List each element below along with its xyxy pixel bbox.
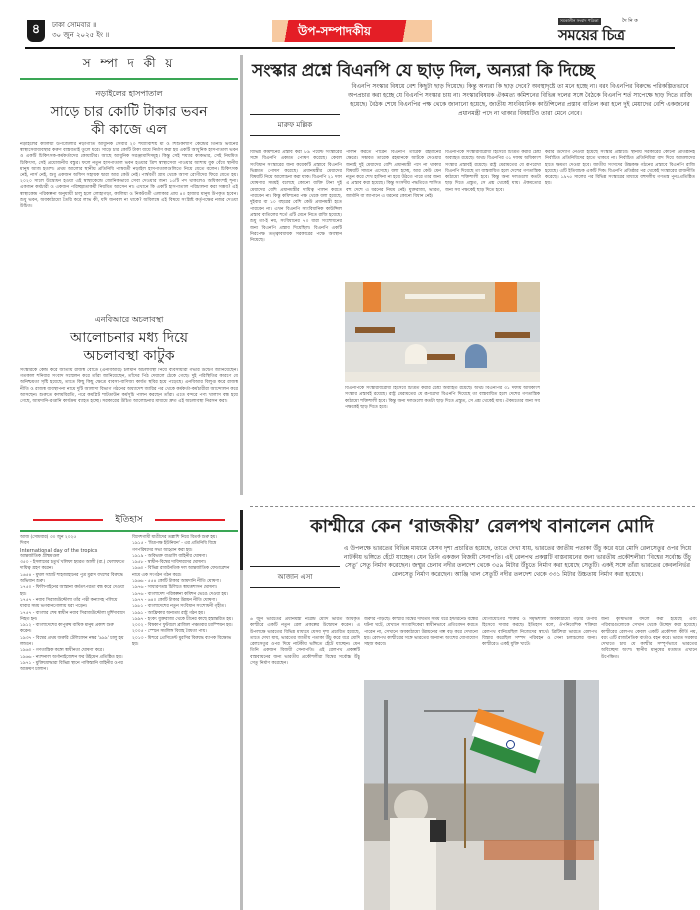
history-columns <box>20 535 238 674</box>
article-headline: সংস্কার প্রশ্নে বিএনপি যে ছাড় দিল, অন্যরা কি দিচ্ছে <box>252 61 595 81</box>
history-entry: ১৯৭৬ - বাংলাদেশ পরিকল্পনা কমিশন ভেঙে দেওয়া হয়। <box>132 591 228 597</box>
article-column: করার উদ্যোগ নেওয়া হয়েছে সংস্কার প্রস্তাবে। স্থানীয় সরকারের কোনো প্রতিষ্ঠানই নির্বাচিত প্রতিনিধিদের হাতে থাকবে না। নির্বাচিত প্রতিনিধিরা বাদ দিয়ে আমলাদের হাতে ক্ষমতা দেওয়া হবে। জাতীয় সংসদের উচ্চকক্ষ গঠনের প্রস্তাবে বিএনপি রাজি হয়েছে। এটি ইতিবাচক একটি দিক। বিএনপি প্রতিষ্ঠার পর থেকেই সংস্কারের রাজনীতি করেছে। ১৯৭৫ সালের পর বিভিন্ন সংস্কারের মাধ্যমে বহুদলীয় গণতন্ত্র পুনঃপ্রতিষ্ঠিত হয়। <box>545 150 695 187</box>
date-block <box>52 20 109 40</box>
history-entry: ২০০২ - বিশ্বকাপ ফুটবলে ব্রাজিল পঞ্চমবার চ্যাম্পিয়ন হয়। <box>132 623 233 629</box>
article-headline: কাশ্মীরে কেন ‘রাজকীয়’ রেলপথ বানালেন মোদি <box>310 516 654 537</box>
author-byline: মারুফ মল্লিক <box>250 114 340 136</box>
history-entry: আজ (সোমবার) ৩০ জুন ২০২৫ <box>20 535 77 540</box>
headline-line-2: কী কাজে এল <box>91 122 167 138</box>
article-kicker: এনবিআরে অচলাবস্থা <box>94 315 164 324</box>
logo-prefix: দৈ নি ক <box>622 18 638 24</box>
column-divider <box>240 55 243 495</box>
page-number: ৪ <box>27 20 45 42</box>
history-entry: ২০০৫ - স্পেনে সমলিঙ্গ বিবাহ বৈধতা পায়। <box>132 629 207 635</box>
history-entry: International day of the tropics <box>20 547 98 554</box>
history-header <box>20 512 238 527</box>
history-entry: ১৯১৫ - 'মিত্রপক্ষ ইউনিয়ন' - এর প্রতিনিধি বিশ্বে গণপরিষদের সভা আহ্বান করা হয়। <box>132 541 217 553</box>
article-intro: এ উপলক্ষে ভারতের বিভিন্ন মাধ্যমে যেসব দৃশ্য প্রচারিত হয়েছে, তাতে দেখা যায়, ভারতের জাতীয় পতাকা উঁচু করে ধরে মোদি রেলসেতুর ওপর দিয়ে নাটকীয় ভঙ্গিতে হেঁটে যাচ্ছেন। যেন তিনি একজন বিজয়ী সেনাপতি। এই রেলপথ প্রকল্পটি বাস্তবায়নের জন্য ভারতীয় প্রকৌশলীরা ‘বিশ্বের সর্বোচ্চ উঁচু সেতু’ সেতু নির্মাণ করেছেন। জম্মুর চেনাব নদীর তলদেশ থেকে ৩৫৯ মিটার উঁচুতে নির্মাণ করা হয়েছে সেতুটি। একই সঙ্গে তাঁরা ভারতের কেবলনির্ভর রেলসেতু নির্মাণ করেছেন। আঞ্জি খাল সেতুটি নদীর তলদেশ থেকে ৩৩১ মিটার উচ্চতায় নির্মাণ করা হয়েছে। <box>343 545 692 578</box>
article-separator <box>250 506 695 507</box>
headline-line-1: সাড়ে চার কোটি টাকার ভবন <box>50 104 208 120</box>
date-line-1: ঢাকা সোমবার ॥ <box>52 21 97 29</box>
article-intro: বিএনপি সংস্কার বিষয়ে বেশ কিছুটা ছাড় দিয়েছে। কিন্তু অন্যরা কি ছাড় দেবে? অবস্থাদৃষ্টে তা মনে হচ্ছে না। বরং বিএনপির বিরুদ্ধে পরিকল্পিতভাবে অপপ্রচার করা হচ্ছে যে বিএনপি সংস্কার চায় না। সংস্কারবিষয়ক ঐকমত্য কমিশনের বিভিন্ন দলের সঙ্গে বৈঠকে বিএনপি শর্ত সাপেক্ষে ছাড় দিতে রাজি হয়েছে। বৈঠক শেষে বিএনপির পক্ষ থেকে জানানো হয়েছে, জাতীয় সাংবিধানিক কাউন্সিলের প্রস্তাব বাতিল করা হলে দুই মেয়াদের বেশি একজনের প্রধানমন্ত্রী পদে না থাকার বিষয়টিও তারা মেনে নেবে। <box>347 83 693 117</box>
article-body: নড়াইলের কালিয়া উপজেলার নড়াগাতি আধুনিক সেবার ২০ শয্যাবিশিষ্ট মা ও শিশুকল্যাণ কেন্দ্রের তিনটি ভবনের স্বাস্থ্যসেবাব্যবস্থার করুণ বাস্তবতাই তুলে ধরে। সাড়ে চার কোটি টাকা ব্যয়ে নির্মাণ করা হয় একটি আধুনিক হাসপাতাল ভবন ও একটি চিকিৎসক-কর্মকর্তাদের কোয়ার্টার। আছে আধুনিক সরঞ্জামাদিসমূহ। কিন্তু সেই শয্যার কাকভার, সেই নিয়মিত চিকিৎসা, সেই প্রয়োজনীয় বস্তুর। ফলে নতুন হাসপাতাল ভবন হওয়ার ত্রিশ স্বাস্থ্যসেবা পাওয়ার আশায় বুক বেঁধে স্থানীয় মানুষ আজ হতাশ। প্রথম আলোর স্থানীয় প্রতিনিধি পাশ্ববর্তী নড়াইল হাসপাতালগুলিতে নিয়ে যেতে বলেন। চিকিৎসক নেই, নার্স নেই, শুধু একজন অফিস সহায়ক দ্বারা আর কেউ নেই। পার্শ্ববর্তী গ্রাম থেকে আসা রোগীদের ফিরে যেতে হয়। ২০২০ সালে উদ্বোধন হওয়া এই স্বাস্থ্যকেন্দ্রে জোনিকভাবে সেবা দেওয়ার জন্য ১৫টি পদ থাকলেও অধিকাংশই শূন্য। একজন কর্মচারী ও একজন পরিচ্ছন্নতাকর্মী নিয়মিত আসেন না। এখানে কি একটি হাসপাতাল পরিচালনা করা সম্ভব? এই স্বাস্থ্যকেন্দ্র পরিকল্পনা অনুযায়ী চালু হলে লোহাগড়া, কালিয়া ও নিকটবর্তী এলাকার প্রায় ৪০ হাজার মানুষ উপকৃত হবেন। শুধু ভবন, অবকাঠামো তৈরি করে লাভ কী, যদি জনবল না থাকে? অবিলম্বে এই বিষয়ে সংশ্লিষ্ট কর্তৃপক্ষের নজর দেওয়া উচিত। <box>20 142 238 210</box>
article-body: সংস্কারকে কেন্দ্র করে জাতীয় রাজস্ব বোর্ডে (এনবিআর) চলমান অচলাবস্থা নিয়ে ব্যবসায়ীরা গভীর উদ্বেগ জানিয়েছেন। গতকাল শনিবার সংবাদ সম্মেলন করে তাঁরা জানিয়েছেন, তাঁদের পিঠ দেয়ালে ঠেকে গেছে। দুই পরিস্থিতির কারণে যে অনিশ্চয়তা সৃষ্টি হয়েছে, তাতে কিছু কিছু ক্ষেত্রে ব্যবসা-বাণিজ্য কার্যত স্থবির হয়ে পড়েছে। এনবিআর বিলুপ্ত করে রাজস্ব নীতি ও রাজস্ব ব্যবস্থাপনা নামে দুটি আলাদা বিভাগ গঠনের অধ্যাদেশ জারির পর থেকে কর্মকর্তা-কর্মচারীরা আন্দোলন করে আসছেন। শুরুতে কলমবিরতি, পরে কমপ্লিট শাটডাউন কর্মসূচি পালন করছেন তাঁরা। এতে বন্দরে পণ্য খালাস বন্ধ হয়ে গেছে, আমদানি-রপ্তানি কার্যক্রম ব্যাহত হচ্ছে। সরকারের উচিত আলোচনার মাধ্যমে দ্রুত এই অচলাবস্থা নিরসন করা। <box>20 368 238 405</box>
history-entry: ১৭৫৭ - নবাব সিরাজউদ্দৌলা তাঁর পত্নী কন্যাসহ পলিয়ে যাবার সময় ভগবানগোলায় ধরা পড়েন। <box>20 597 118 610</box>
editorial-section-title: স ম্পা দ কী য় <box>20 55 238 80</box>
column-divider <box>240 510 243 910</box>
author-byline: আজান এসা <box>250 566 340 588</box>
date-line-2: ৩০ জুন ২০২৫ ইং ॥ <box>52 31 110 39</box>
meeting-hall-photo <box>345 282 540 382</box>
history-section <box>20 512 238 674</box>
editorial-column <box>20 55 238 674</box>
history-entry: ১৯৩৭ - বিশ্বের প্রথম জরুরি টেলিফোন নম্বর '৯৯৯' চালু হয় লন্ডনে। <box>20 635 124 648</box>
history-rule <box>20 530 238 532</box>
article-column: বিএনপিকে সংস্কারবিরোধী হিসেবে চিত্রিত করার চেষ্টা অব্যাহত রয়েছে। অথচ বিএনপির ৩১ দফায় অধিকাংশ সংস্কার প্রস্তাবই রয়েছে। রাষ্ট্র মেরামতের যে রূপরেখা বিএনপি দিয়েছে তা বাস্তবায়িত হলে দেশের গণতান্ত্রিক কাঠামো শক্তিশালী হবে। কিন্তু অন্য দলগুলো কতটা ছাড় দিতে প্রস্তুত, সে প্রশ্ন থেকেই যায়। ঐকমত্যের জন্য সব পক্ষকেই ছাড় দিতে হবে। <box>445 150 541 193</box>
page-header <box>0 0 700 50</box>
article-headline <box>20 329 238 365</box>
history-entry: ১৯৭৭ - ৬৪০ কোটি টাকার উন্নয়ন নীতি ঘোষণা। <box>132 597 217 603</box>
history-entry: ১৯৬০ - গণতান্ত্রিক কঙ্গো স্বাধীনতা ঘোষণা করে। <box>20 648 104 654</box>
article-headline <box>20 103 238 139</box>
history-entry: ১৭৫৭ - বাংলার শেষ স্বাধীন নবাব সিরাজউদ্দৌলা মুর্শিদাবাদে নিহত হন। <box>20 610 125 622</box>
header-rule <box>25 47 675 49</box>
history-entry: ১৯৫৮ - স্বাধীন-বিশ্বের দাবিদারদের ঘোষণা। <box>132 560 207 566</box>
modi-with-indian-flag-photo <box>364 680 599 910</box>
headline-line-1: আলোচনার মধ্য দিয়ে <box>70 330 188 346</box>
article-kicker: নড়াইলের হাসপাতাল <box>95 89 163 98</box>
article-column: জরুরি পাড়ছে। কাশ্মীর বিশ্বের দীর্ঘতম সময় ধরে ইন্টারনেট বন্ধের ঘটনা ঘটে, যেখানে সাংবাদিকেরা স্বাধীনভাবে প্রতিবেদন করতে পারেন না, সেখানে অবকাঠামো উন্নয়নের গল্প বড় করে দেখানো হয়। রেলপথ কাশ্মীরের সঙ্গে ভারতের অন্যান্য অংশের যোগাযোগ সহজ করবে। <box>364 617 478 648</box>
history-entry: ১৯১৯ - অবিভক্ত বাঙালি বাহিনীর ঘোষণা। <box>132 553 207 559</box>
editorial-article-1 <box>20 88 238 310</box>
history-entry: ১৭৫০ - ফিলিপাইনের আস্তানা কর্মতৎপরতা বন্ধ করে দেওয়া হয়। <box>20 585 125 597</box>
history-entry: ২০১৩ - মিশরে প্রেসিডেন্ট মুরসির বিরুদ্ধে ব্যাপক বিক্ষোভ হয়। <box>132 635 231 648</box>
history-entry: ১৯৯৭ - হংকং যুক্তরাজ্য থেকে চীনের কাছে হস্তান্তরিত হয়। <box>132 616 233 622</box>
history-entry: দিবস <box>20 541 29 547</box>
history-entry: ৩৫০ - ইসলামের চতুর্থ খলিফা হযরত আলী (রা.) খেলাফতে দায়িত্ব গ্রহণ করেন। <box>20 560 125 572</box>
history-entry: ১৯৬০ - বিভিন্ন রাজনৈতিক দল আন্তর্জাতিক ফেডারেশন নামে এক সংগঠন গঠন করে। <box>132 566 230 578</box>
logo-name: সময়ের চিত্র <box>558 26 625 44</box>
history-title: ইতিহাস <box>115 515 143 525</box>
history-entry: বিদেশগামী যাত্রীদের তল্লাশি নিয়ে বিতর্ক শুরু হয়। <box>132 535 217 540</box>
history-entry: ১৯৬৬ - ৫৫৪ কোটি টাকার আমদানি নীতি ঘোষণা। <box>132 579 221 585</box>
headline-line-2: অচলাবস্থা কাটুক <box>83 348 175 364</box>
history-column-1 <box>20 535 126 674</box>
history-entry: ১৯৯১ - আফ্রিকার অন্যতম রাষ্ট্র গঠন হয়। <box>132 610 205 616</box>
history-entry: ১৯৭১ - মুক্তিযোদ্ধারা বিভিন্ন স্থানে পাকিস্তানি বাহিনীর ওপর আক্রমণ চালান। <box>20 660 123 673</box>
article-column: বিএনপিকে সংস্কারবিরোধী হিসেবে চিত্রিত করার চেষ্টা অব্যাহত রয়েছে। অথচ বিএনপির ৩১ দফায় অধিকাংশ সংস্কার প্রস্তাবই রয়েছে। রাষ্ট্র মেরামতের যে রূপরেখা বিএনপি দিয়েছে তা বাস্তবায়িত হলে দেশের গণতান্ত্রিক কাঠামো শক্তিশালী হবে। কিন্তু অন্য দলগুলো কতটা ছাড় দিতে প্রস্তুত, সে প্রশ্ন থেকেই যায়। ঐকমত্যের জন্য সব পক্ষকেই ছাড় দিতে হবে। <box>345 386 540 410</box>
history-bar-left <box>33 519 103 521</box>
history-column-2 <box>132 535 238 674</box>
history-entry: ১৯৮১ - বাংলাদেশের নতুন সংবিধান সংশোধনী গৃহীত। <box>132 604 226 610</box>
article-column: বিভিন্ন কমিশনের প্রস্তাব করা ৮৯ পয়েন্ট সংস্কারের সঙ্গে বিএনপি একমত পোষণ করেছে। কেবল সংবিধান সংস্কারের জন্য কয়েকটি প্রস্তাবে বিএনপি ভিন্নমত পোষণ করেছে। প্রধানমন্ত্রীর মেয়াদের বিষয়টি নিয়ে আলোচনা করা যাক। বিএনপি ২১ দফা ঘোষণার সময়ই বলেছে কোনো ব্যক্তি টানা দুই মেয়াদের বেশি প্রধানমন্ত্রীর দায়িত্ব পালন করতে পারবেন না। কিন্তু কমিশনের পক্ষ থেকে বলা হয়েছে, দুইবার বা ১০ বছরের বেশি কেউ প্রধানমন্ত্রী হতে পারবেন না। এখন বিএনপি সাংবিধানিক কাউন্সিল প্রস্তাব বাতিলের শর্তে এটি মেনে নিতে রাজি হয়েছে। শুধু তা-ই নয়, সংবিধানের ৭০ ধারা সংশোধনের জন্য বিএনপি প্রস্তাব দিয়েছিল। বিএনপি একটি নিরপেক্ষ তত্ত্বাবধায়ক সরকারের পক্ষে অবস্থান নিয়েছে। <box>250 150 342 244</box>
article-column: যোগাযোগের শক্তির ও সমৃদ্ধশালী অবকাঠামো গড়ার উপায় হিসেবে দাবার করছে। ইতিহাস বলে, ঔপনিবেশিক শক্তিরা রেলপথ বানিয়েছিল নিজেদের স্বার্থে। ব্রিটিশরা ভারতে রেলপথ বিস্তার করেছিল সম্পদ পরিবহন ও সেনা চলাচলের জন্য। কাশ্মীরেও একই যুক্তি খাটে। <box>482 617 597 648</box>
newspaper-logo <box>558 18 676 44</box>
article-column: ৬ জুন ভারতের প্রধানমন্ত্রী নরেন্দ্র মোদি ভারত অধিকৃত কাশ্মীরে একটি নতুন রেল প্রকল্পের উদ্বোধন করেন। এ উপলক্ষে ভারতের বিভিন্ন মাধ্যমে যেসব দৃশ্য প্রচারিত হয়েছে, তাতে দেখা যায়, ভারতের জাতীয় পতাকা উঁচু করে ধরে মোদি রেলসেতুর ওপর দিয়ে নাটকীয় ভঙ্গিতে হেঁটে যাচ্ছেন। যেন তিনি একজন বিজয়ী সেনাপতি। এই রেলপথ প্রকল্পটি বাস্তবায়নের জন্য ভারতীয় প্রকৌশলীরা বিশ্বের সর্বোচ্চ উঁচু সেতু নির্মাণ করেছেন। <box>250 617 360 667</box>
history-entry: ১৬৫৪ - মুঘল সম্রাট শাহজাহানের পুত্র মুরাদ বখশের বিরুদ্ধে অভিযান শুরু। <box>20 572 123 585</box>
history-bar-right <box>155 519 225 521</box>
article-column: জন্য কৃষিভিত্তি বদলে করা হয়েছে এবং পরিবারগুলোকে সেখান থেকে উচ্ছেদ করা হয়েছে। কাশ্মীরের রেলপথ কেবল একটি প্রকৌশল কীর্তি নয়, বরং এটি রাজনৈতিক বার্তাও বহন করে। ভারত সরকার দেখাতে চায় যে কাশ্মীর সম্পূর্ণভাবে ভারতের অবিচ্ছেদ্য অংশ। স্থানীয় মানুষের মতামত এখানে উপেক্ষিত। <box>601 617 697 660</box>
history-entry: ১৯৭৬ - সাধারণতন্ত্র চিলিতে স্বায়ত্তশাসন ঘোষণা। <box>132 585 218 591</box>
history-entry: ১৯১২ - বাংলাদেশের কাপুরুষ বাঘিক মানুষ প্রকাশ শুরু করেন। <box>20 623 114 635</box>
article-column: পালন করতে পারেন বিএনপি তারেক রহমানের ক্ষেত্রে। সম্ভবত তারেক রহমানকে আটকে দেওয়ার জন্যই দুই মেয়াদের বেশি প্রধানমন্ত্রী পদে না থাকার বিষয়টি সামনে এসেছে। বলা হচ্ছে, আর কেউ যেন নতুন করে শেখ হাসিনা না হয়ে উঠতে পারে তার জন্য এ প্রস্তাব করা হয়েছে। কিন্তু সংসদীয় পদ্ধতিতে শাসিত বহু দেশে এ ধরনের নিয়ম নেই। যুক্তরাজ্য, ভারত, জার্মানি বা জাপানে এ ধরনের কোনো বিধান নেই। <box>346 150 441 200</box>
logo-tagline: সমকালীন সংবাদ পত্রিকা <box>560 18 599 23</box>
history-entry: আন্তর্জাতিক গ্রীষ্মমণ্ডল <box>20 553 60 559</box>
section-label: উপ-সম্পাদকীয় <box>298 24 371 38</box>
section-banner <box>272 20 432 42</box>
editorial-article-2 <box>20 314 238 508</box>
history-entry: ১৯৬৬ - ন্যাশনাল অর্গানাইজেশন ফর উইমেন প্রতিষ্ঠিত হয়। <box>20 654 123 660</box>
